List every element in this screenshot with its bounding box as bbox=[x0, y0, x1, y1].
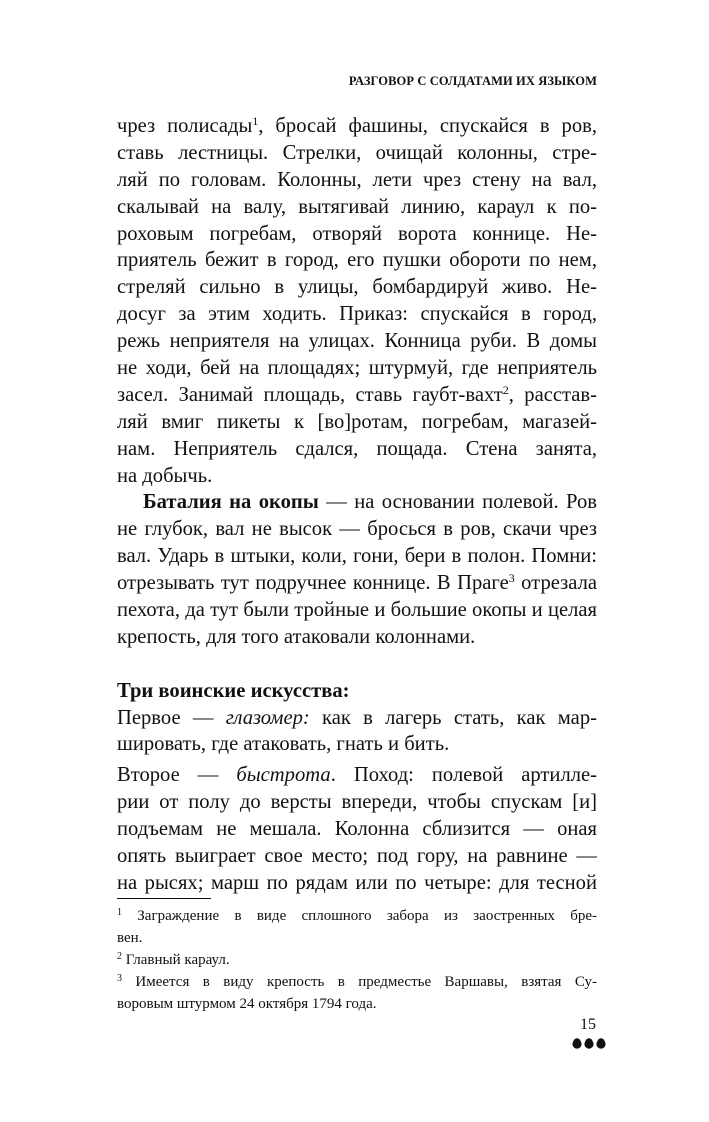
paragraph-heading: Баталия на окопы bbox=[143, 491, 319, 514]
text-line: Второе — быстрота. Поход: полевой артилле- bbox=[117, 764, 597, 787]
footnote-2: $^2$ Главный караул. bbox=[117, 951, 230, 968]
text-line: пехота, да тут были тройные и большие окопы и целая bbox=[117, 599, 597, 622]
text-line: подъемам не мешала. Колонна сблизится — оная bbox=[117, 818, 597, 841]
text-line: Первое — глазомер: как в лагерь стать, как мар- bbox=[117, 706, 597, 729]
text-line: приятель бежит в город, его пушки обороти по нем, bbox=[117, 249, 597, 272]
text-line: роховым погребам, отворяй ворота коннице. Не- bbox=[117, 222, 597, 245]
text-line: стреляй сильно в улицы, бомбардируй живо. Не- bbox=[117, 276, 597, 299]
footnote-3-cont: воровым штурмом 24 октября 1794 года. bbox=[117, 996, 377, 1012]
text-line: не ходи, бей на площадях; штурмуй, где неприятель bbox=[117, 357, 597, 380]
text-line: опять выиграет свое место; под гору, на равнине — bbox=[117, 845, 597, 868]
text-line: вал. Ударь в штыки, коли, гони, бери в полон. Помни: bbox=[117, 545, 597, 568]
text-line: Баталия на окопы — на основании полевой. Ров bbox=[143, 491, 597, 514]
text-line: ляй по головам. Колонны, лети чрез стену на вал, bbox=[117, 168, 597, 191]
text-line: рии от полу до версты впереди, чтобы спускам [и] bbox=[117, 791, 597, 814]
footnote-ref[interactable]: 2 bbox=[502, 382, 509, 397]
text-line: на добычь. bbox=[117, 464, 213, 487]
text-line: шировать, где атаковать, гнать и бить. bbox=[117, 733, 450, 756]
text-line: скалывай на валу, вытягивай линию, караул к по- bbox=[117, 195, 597, 218]
emphasis-term: глазомер: bbox=[225, 706, 310, 729]
section-heading: Три воинские искусства: bbox=[117, 679, 350, 702]
text-line: отрезывать тут подручнее коннице. В Праге$^3$ отрезала bbox=[117, 571, 598, 595]
text-line: на рысях; марш по рядам или по четыре: для тесной bbox=[117, 871, 597, 894]
text-line: ляй вмиг пикеты к [во]ротам, погребам, магазей- bbox=[117, 410, 597, 433]
text-line: режь неприятеля на улицах. Конница руби. В домы bbox=[117, 330, 597, 353]
blank-line bbox=[117, 651, 597, 678]
text-line: крепость, для того атаковали колоннами. bbox=[117, 625, 476, 648]
footnote-1-cont: вен. bbox=[117, 930, 143, 946]
footnote-ref[interactable]: 3 bbox=[508, 571, 515, 586]
text-line: досуг за этим ходить. Приказ: спускайся в город, bbox=[117, 303, 597, 326]
text-line: засел. Занимай площадь, ставь гаубт-вахт$^2$, расстав- bbox=[117, 382, 597, 406]
three-dots-ornament-icon bbox=[571, 1036, 607, 1050]
text-line: нам. Неприятель сдался, пощада. Стена занята, bbox=[117, 437, 597, 460]
text-line: не глубок, вал не высок — бросься в ров, скачи чрез bbox=[117, 518, 597, 541]
page-number: 15 bbox=[580, 1016, 596, 1033]
footnote-1: $^1$ Заграждение в виде сплошного забора из заостренных бре- bbox=[117, 907, 597, 924]
footnote-rule bbox=[117, 898, 211, 899]
footnotes bbox=[117, 905, 597, 1015]
footnote-ref[interactable]: 1 bbox=[252, 114, 259, 128]
text-line: чрез полисады$^1$, бросай фашины, спускайся в ров, bbox=[117, 114, 597, 137]
text-line: ставь лестницы. Стрелки, очищай колонны, стре- bbox=[117, 141, 597, 164]
emphasis-term: быстрота bbox=[236, 764, 331, 787]
running-head: РАЗГОВОР С СОЛДАТАМИ ИХ ЯЗЫКОМ bbox=[348, 74, 597, 88]
main-text bbox=[117, 113, 597, 897]
footnote-3: $^3$ Имеется в виду крепость в предместье Варшавы, взятая Су- bbox=[117, 973, 597, 990]
